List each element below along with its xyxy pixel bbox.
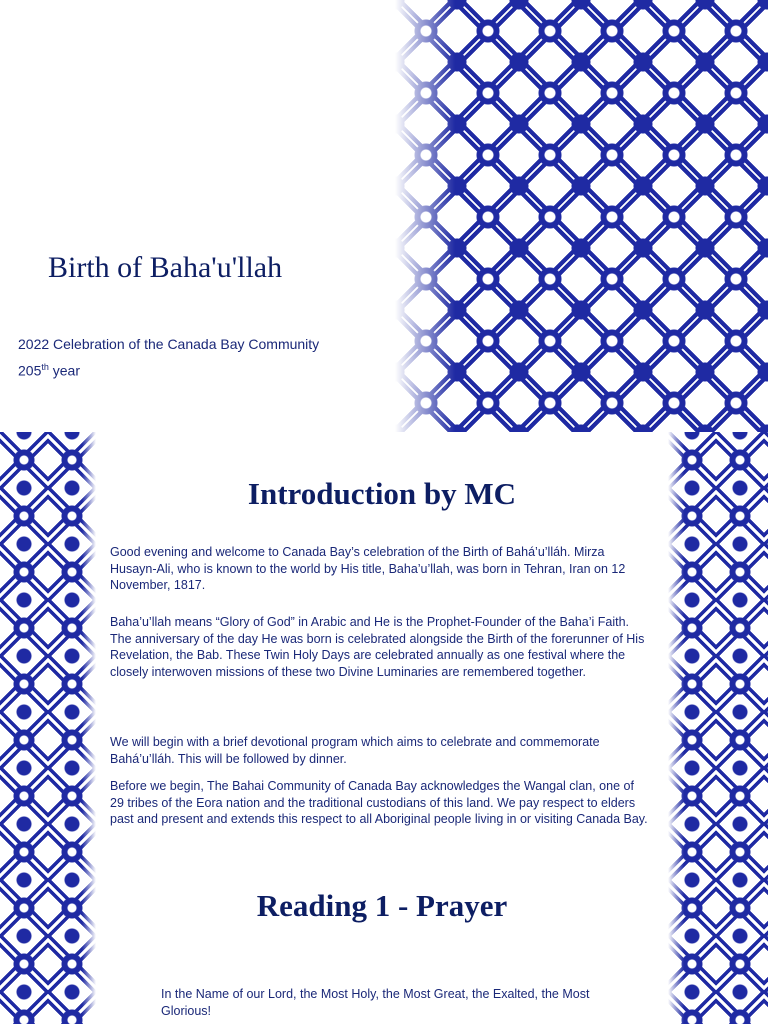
intro-paragraph: We will begin with a brief devotional program which aims to celebrate and commemorate Bahá’u’lláh. This will be followed by dinner. — [110, 735, 600, 766]
ornamental-tile-pattern-left — [0, 432, 96, 1024]
intro-heading: Introduction by MC — [247, 476, 517, 511]
intro-paragraph: Good evening and welcome to Canada Bay’s celebration of the Birth of Bahá’u’lláh. Mirza Husayn-Ali, who is known to the world by His title, Baha’u’llah, was born in Tehran, Iran on 12 November, 1817. — [110, 545, 626, 592]
prayer-text: In the Name of our Lord, the Most Holy, the Most Great, the Exalted, the Most Glorious! — [161, 987, 590, 1018]
year-suffix: th — [41, 362, 49, 372]
intro-paragraph: Before we begin, The Bahai Community of Canada Bay acknowledges the Wangal clan, one of 29 tribes of the Eora nation and the traditional custodians of this land. We pay respect to elders past and present and extends this respect to all Aboriginal people living in or visiting Canada Bay. — [110, 779, 648, 826]
subtitle: 2022 Celebration of the Canada Bay Community — [18, 336, 320, 352]
page-title: Birth of Baha'u'llah — [48, 251, 283, 284]
ornamental-tile-pattern-top — [395, 0, 768, 432]
year-word: year — [48, 362, 80, 379]
ornamental-tile-pattern-right — [668, 432, 768, 1024]
intro-paragraph: Baha’u’llah means “Glory of God” in Arabic and He is the Prophet-Founder of the Baha’i Faith. The anniversary of the day He was born is celebrated alongside the Birth of the forerunner of His Revelation, the Bab. These Twin Holy Days are celebrated annually as one festival where the closely interwoven missions of these two Divine Luminaries are remembered together. — [110, 615, 645, 679]
year-number: 205 — [18, 362, 42, 379]
year-line — [18, 362, 80, 379]
reading-heading: Reading 1 - Prayer — [256, 888, 508, 923]
